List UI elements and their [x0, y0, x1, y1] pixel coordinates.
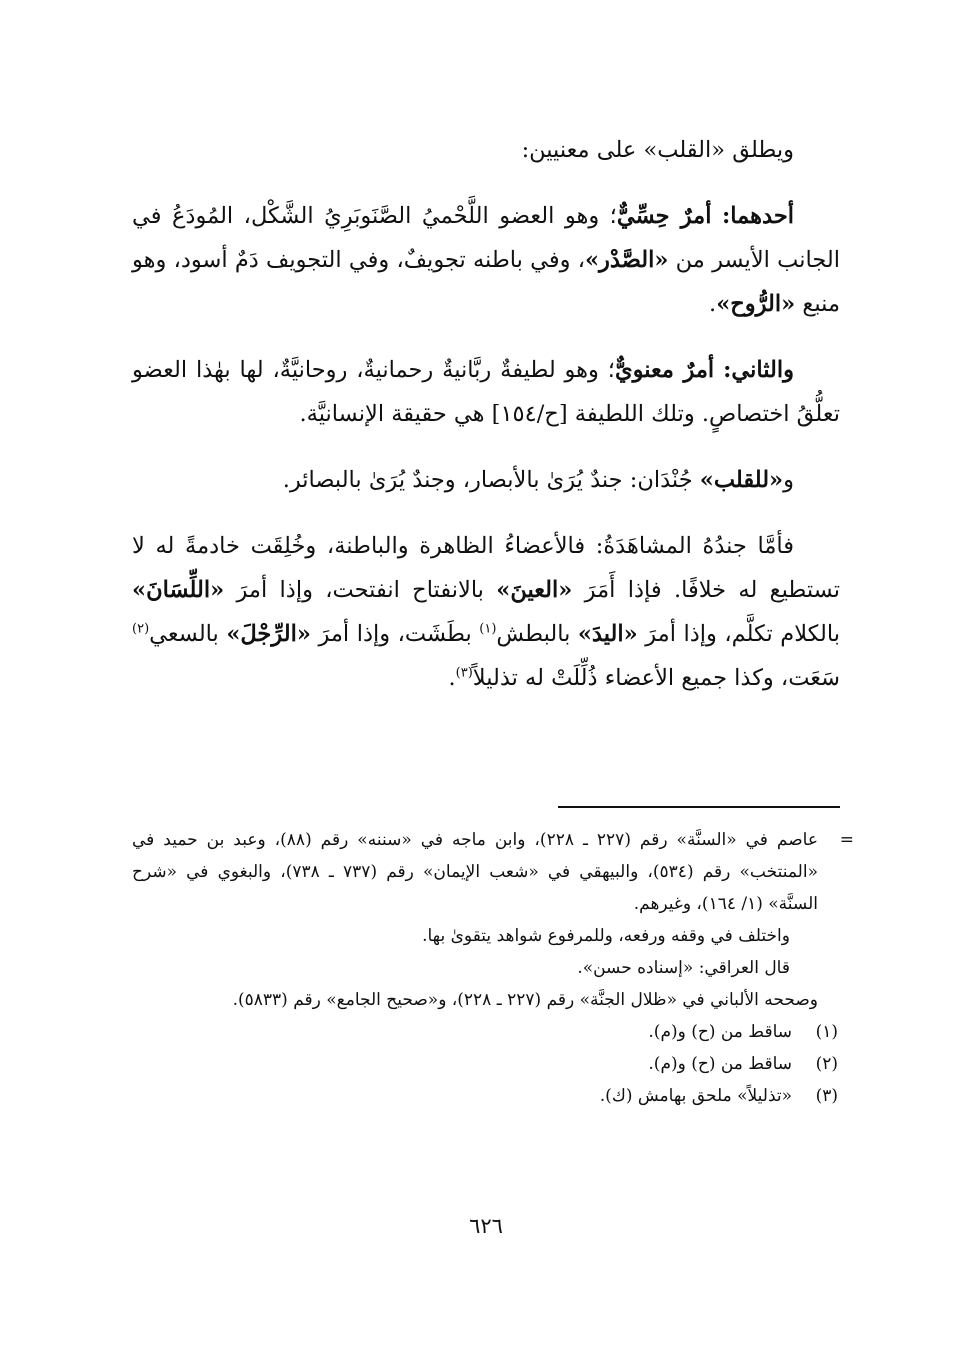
footnote-2: [132, 1048, 840, 1080]
tongue-term: «اللِّسَانَ»: [132, 577, 225, 603]
seen-text-4: بالبطش: [496, 621, 578, 647]
leg-term: «الرِّجْلَ»: [226, 621, 311, 647]
footnote-continued-4: وصححه الألباني في «ظلال الجنَّة» رقم (٢٢٧ ـ ٢٢٨)، و«صحيح الجامع» رقم (٥٨٣٣).: [232, 990, 818, 1010]
first-label: أحدهما:: [721, 203, 794, 229]
footnotes: [132, 824, 854, 1112]
first-text-2: ، وفي باطنه تجويفٌ، وفي التجويف دَمٌ أسود، وهو منبع: [132, 247, 840, 317]
soldiers-prefix: و: [783, 467, 794, 493]
second-meaning-paragraph: [132, 348, 840, 436]
seen-text-5: بطَشَت، وإذا أمرَ: [310, 621, 480, 647]
first-meaning-paragraph: [132, 194, 840, 326]
footnote-number: (٢): [815, 1054, 838, 1074]
second-label: والثاني:: [723, 357, 795, 383]
footnote-1: [132, 1016, 840, 1048]
footnote-text: ساقط من (ح) و(م).: [648, 1054, 792, 1074]
intro-paragraph: [132, 128, 840, 172]
footnote-text: «تذليلاً» ملحق بهامش (ك).: [599, 1086, 792, 1106]
footnote-number: (٣): [815, 1086, 838, 1106]
seen-text-2: بالانفتاح انفتحت، وإذا أمرَ: [224, 577, 497, 603]
footnote-continued-2: واختلف في وقفه ورفعه، وللمرفوع شواهد يتقوىٰ بها.: [422, 926, 790, 946]
seen-text-1: فأمَّا جندُهُ المشاهَدَةُ: فالأعضاءُ الظاهرة والباطنة، وخُلِقَت خادمةً له لا تستطيع له خلافًا. فإذا أَمَرَ: [132, 533, 840, 603]
intro-text: ويطلق «القلب» على معنيين:: [521, 137, 794, 163]
seen-soldiers-paragraph: [132, 524, 840, 700]
footnote-continued-1: عاصم في «السنَّة» رقم (٢٢٧ ـ ٢٢٨)، وابن ماجه في «سننه» رقم (٨٨)، وعبد بن حميد في «المنتخب» رقم (٥٣٤)، والبيهقي في «شعب الإيمان» رقم (٧٣٧ ـ ٧٣٨)، والبغوي في «شرح السنَّة» (١/ ١٦٤)، وغيرهم.: [132, 830, 818, 914]
first-text-1: ؛ وهو العضو اللَّحْميُ الصَّنَوبَرِيُ الشَّكْل، المُودَعُ في الجانب الأيسر من: [132, 203, 840, 273]
heart-term: «للقلب»: [699, 467, 784, 493]
first-text-3: .: [709, 291, 717, 317]
page-number: ٦٢٦: [469, 1214, 503, 1238]
footnote-ref-1: (١): [479, 621, 497, 637]
footnote-divider: [558, 806, 840, 808]
first-term: أمرٌ حِسِّيٌّ: [616, 203, 712, 229]
soldiers-text: جُنْدَان: جندٌ يُرَىٰ بالأبصار، وجندٌ يُرَىٰ بالبصائر.: [282, 467, 700, 493]
main-text: [132, 128, 840, 722]
footnote-3: [132, 1080, 840, 1112]
footnote-continued-3: قال العراقي: «إسناده حسن».: [577, 958, 790, 978]
soldiers-paragraph: [132, 458, 840, 502]
footnote-ref-2: (٢): [132, 621, 150, 637]
second-term: أمرٌ معنويٌّ: [614, 357, 715, 383]
ruh-term: «الرُّوح»: [716, 291, 796, 317]
seen-text-6: بالسعي: [149, 621, 227, 647]
hand-term: «اليدَ»: [577, 621, 638, 647]
second-text: ؛ وهو لطيفةٌ ربَّانيةٌ رحمانيةٌ، روحانيَّةٌ، لها بهٰذا العضو تعلُّقُ اختصاصٍ. وتلك اللطيفة [ح/١٥٤] هي حقيقة الإنسانيَّة.: [132, 357, 840, 427]
footnote-number: (١): [815, 1022, 838, 1042]
continuation-marker: =: [839, 830, 854, 850]
footnote-ref-3: (٣): [455, 665, 473, 681]
footnote-text: ساقط من (ح) و(م).: [648, 1022, 792, 1042]
seen-text-3: بالكلام تكلَّم، وإذا أمرَ: [637, 621, 841, 647]
book-page: [132, 0, 854, 1360]
seen-text-8: .: [448, 665, 456, 691]
sadr-term: «الصَّدْر»: [584, 247, 669, 273]
seen-text-7: سَعَت، وكذا جميع الأعضاء ذُلِّلَتْ له تذليلاً: [472, 665, 840, 691]
eye-term: «العينَ»: [496, 577, 573, 603]
